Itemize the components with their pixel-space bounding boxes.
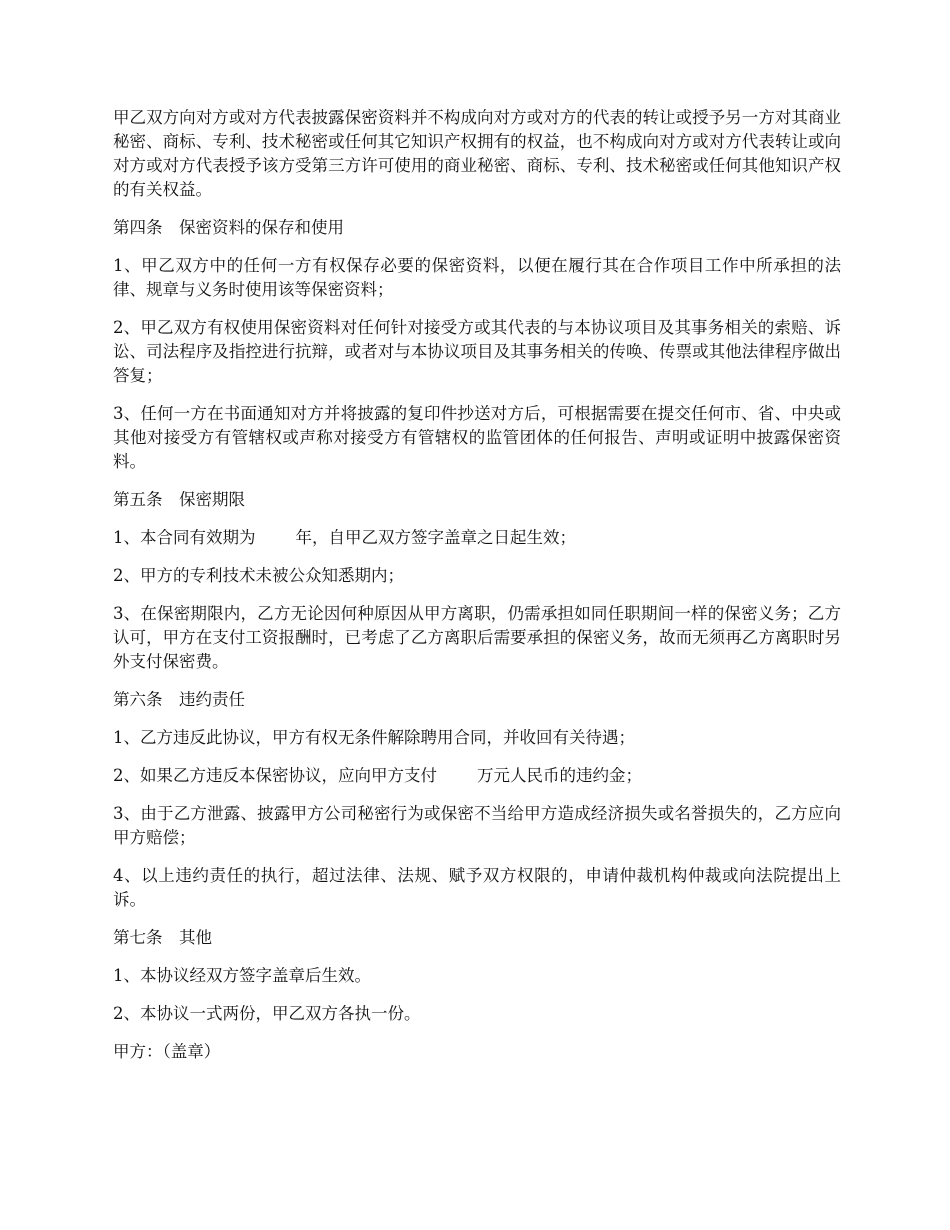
- article-6-item-2-after: 万元人民币的违约金；: [477, 766, 642, 785]
- article-5-item-1-before: 1、本合同有效期为: [113, 528, 256, 547]
- article-5-item-3: 3、在保密期限内，乙方无论因何种原因从甲方离职，仍需承担如同任职期间一样的保密义务；乙方认可，甲方在支付工资报酬时，已考虑了乙方离职后需要承担的保密义务，故而无须再乙方离职时另外支付保密费。: [113, 604, 841, 671]
- article-5-item-1-after: 年，自甲乙双方签字盖章之日起生效；: [295, 528, 576, 547]
- article-5-heading: 第五条 保密期限: [113, 490, 245, 509]
- article-4-heading: 第四条 保密资料的保存和使用: [113, 218, 344, 237]
- article-7-heading: 第七条 其他: [113, 928, 212, 947]
- article-6-item-2: [113, 764, 841, 788]
- article-6-item-1: 1、乙方违反此协议，甲方有权无条件解除聘用合同，并收回有关待遇；: [113, 728, 635, 747]
- article-7-item-1: 1、本协议经双方签字盖章后生效。: [113, 966, 371, 985]
- article-6-heading: 第六条 违约责任: [113, 690, 245, 709]
- article-6-item-2-before: 2、如果乙方违反本保密协议，应向甲方支付: [113, 766, 437, 785]
- article-4-item-3: 3、任何一方在书面通知对方并将披露的复印件抄送对方后，可根据需要在提交任何市、省、中央或其他对接受方有管辖权或声称对接受方有管辖权的监管团体的任何报告、声明或证明中披露保密资料。: [113, 404, 841, 471]
- intro-paragraph: 甲乙双方向对方或对方代表披露保密资料并不构成向对方或对方的代表的转让或授予另一方对其商业秘密、商标、专利、技术秘密或任何其它知识产权拥有的权益，也不构成向对方或对方代表转让或向对方或对方代表授予该方受第三方许可使用的商业秘密、商标、专利、技术秘密或任何其他知识产权的有关权益。: [113, 108, 841, 199]
- article-6-item-4: 4、以上违约责任的执行，超过法律、法规、赋予双方权限的，申请仲裁机构仲裁或向法院提出上诉。: [113, 866, 841, 909]
- document-page: [113, 106, 841, 1078]
- article-5-item-2: 2、甲方的专利技术未被公众知悉期内；: [113, 566, 404, 585]
- article-5-item-1: [113, 526, 841, 550]
- article-4-item-1: 1、甲乙双方中的任何一方有权保存必要的保密资料，以便在履行其在合作项目工作中所承担的法律、规章与义务时使用该等保密资料；: [113, 256, 841, 299]
- signature-party-a: 甲方：（盖章）: [113, 1042, 221, 1061]
- article-7-item-2: 2、本协议一式两份，甲乙双方各执一份。: [113, 1004, 421, 1023]
- article-4-item-2: 2、甲乙双方有权使用保密资料对任何针对接受方或其代表的与本协议项目及其事务相关的索赔、诉讼、司法程序及指控进行抗辩，或者对与本协议项目及其事务相关的传唤、传票或其他法律程序做出答复；: [113, 318, 841, 385]
- article-6-item-3: 3、由于乙方泄露、披露甲方公司秘密行为或保密不当给甲方造成经济损失或名誉损失的，乙方应向甲方赔偿；: [113, 804, 841, 847]
